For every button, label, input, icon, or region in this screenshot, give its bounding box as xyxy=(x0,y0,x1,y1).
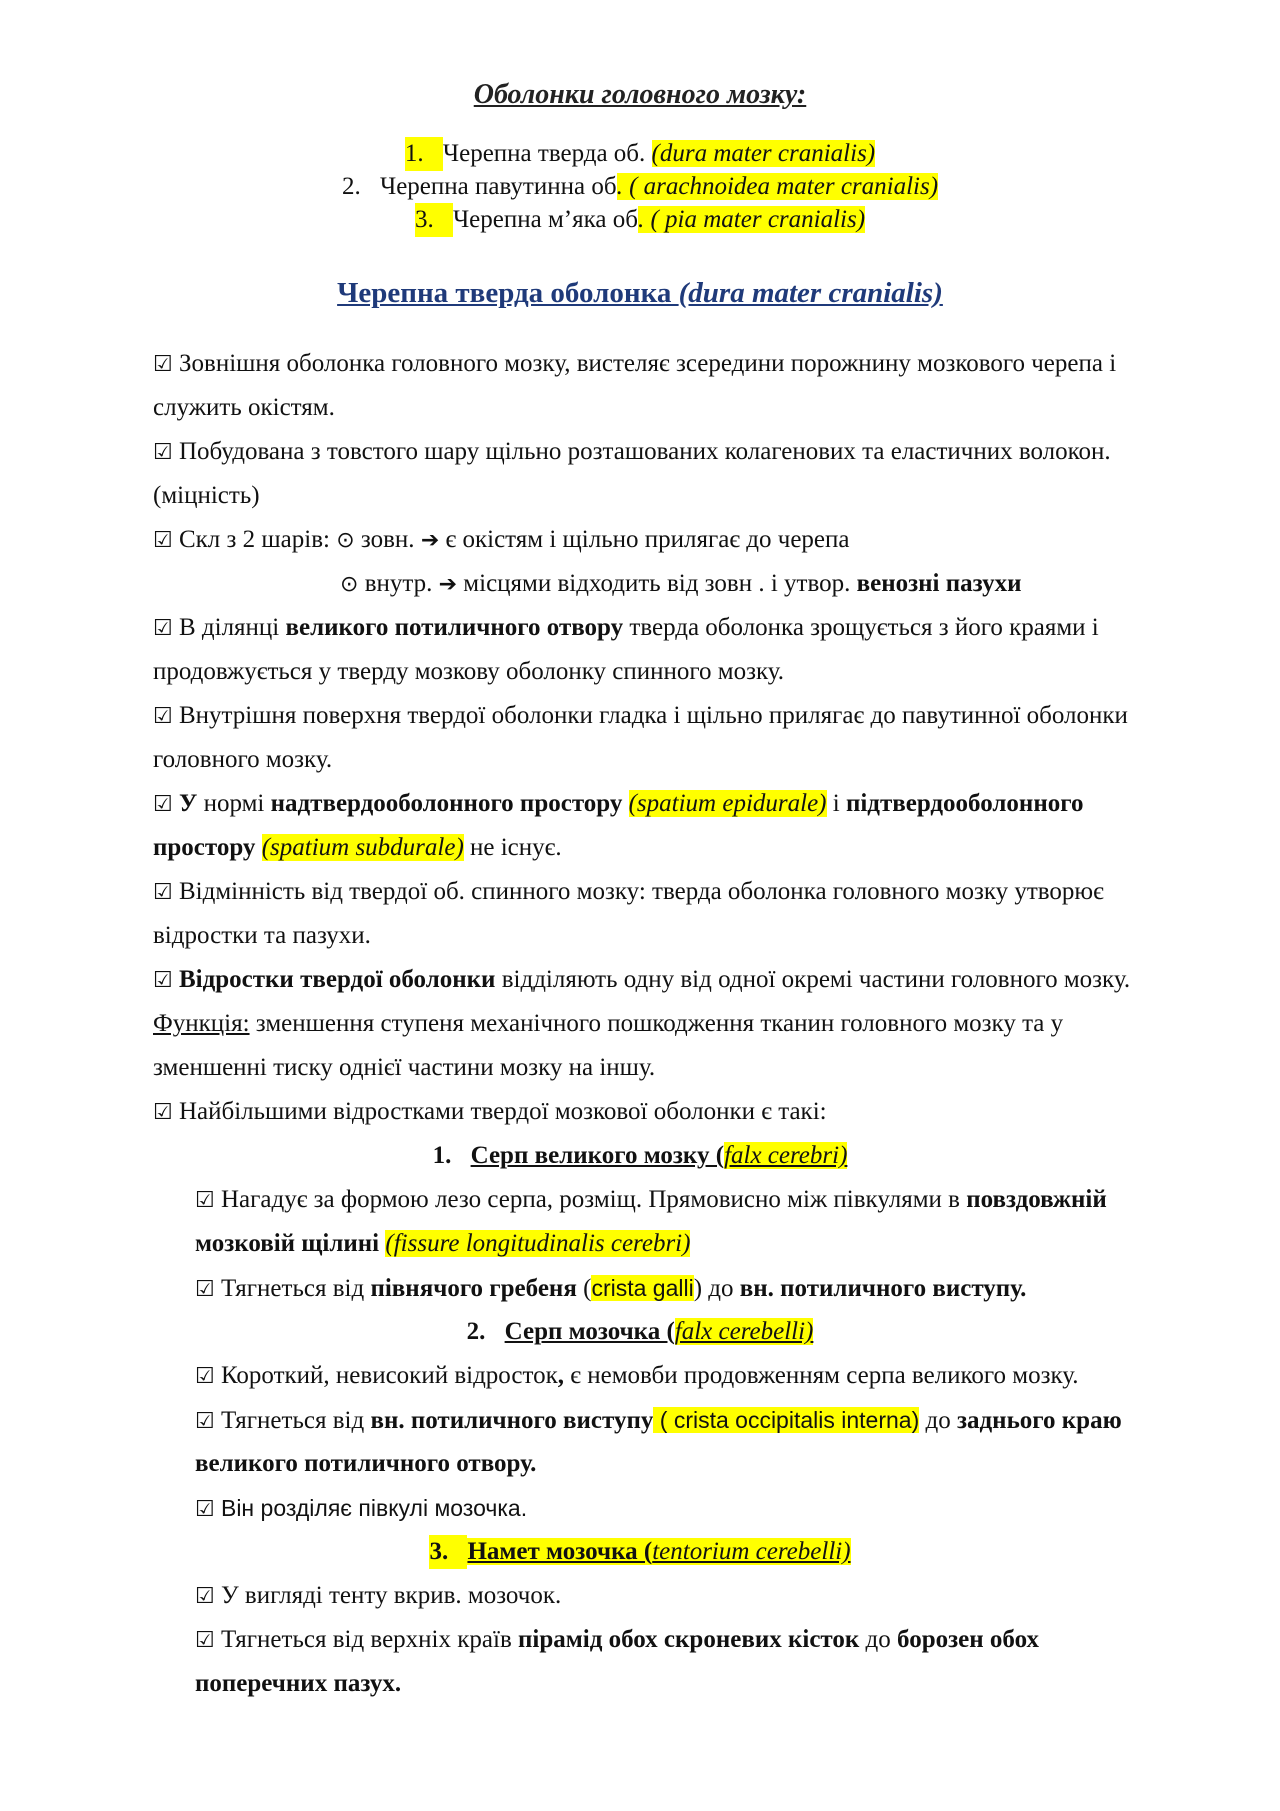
paragraph-8: ☑ Відростки твердої оболонки відділяють одну від одної окремі частини головного мозку. xyxy=(153,966,1131,993)
paragraph-4: ☑ В ділянці великого потиличного отвору тверда оболонка зрощується з його краями і xyxy=(153,614,1099,641)
checkbox-icon: ☑ xyxy=(195,1277,215,1302)
checkbox-icon: ☑ xyxy=(153,968,173,993)
section-title: Черепна тверда оболонка (dura mater cranialis) xyxy=(337,277,943,309)
subsection-2-title: 2. Серп мозочка (falx cerebelli) xyxy=(466,1318,814,1345)
list-number: 1. xyxy=(405,137,443,171)
subsection-2-item-1: ☑ Короткий, невисокий відросток, є немовби продовженням серпа великого мозку. xyxy=(195,1362,1079,1389)
list-item-1: 1. Черепна тверда об. (dura mater cranialis) xyxy=(0,137,1280,171)
paragraph-1: ☑ Зовнішня оболонка головного мозку, вистеляє зсередини порожнину мозкового черепа і xyxy=(153,350,1117,377)
subsection-2-item-3: ☑ Він розділяє півкулі мозочка. xyxy=(195,1495,528,1522)
circle-dot-icon: ⊙ xyxy=(340,572,359,597)
subsection-3-item-1: ☑ У вигляді тенту вкрив. мозочок. xyxy=(195,1582,562,1609)
function-note-cont: зменшенні тиску однієї частини мозку на іншу. xyxy=(153,1054,656,1081)
checkbox-icon: ☑ xyxy=(153,704,173,729)
checkbox-icon: ☑ xyxy=(153,1100,173,1125)
checkbox-icon: ☑ xyxy=(195,1497,215,1522)
subsection-1-item-1: ☑ Нагадує за формою лезо серпа, розміщ. Прямовисно між півкулями в повздовжній xyxy=(195,1186,1107,1213)
checkbox-icon: ☑ xyxy=(153,880,173,905)
checkbox-icon: ☑ xyxy=(153,528,173,553)
list-number: 2. xyxy=(341,173,361,200)
subsection-1-title: 1. Серп великого мозку (falx cerebri) xyxy=(432,1142,848,1169)
subsection-1-item-1-cont: мозковій щілині (fissure longitudinalis cerebri) xyxy=(195,1230,691,1257)
list-item-2: 2. Черепна павутинна об. ( arachnoidea mater cranialis) xyxy=(0,170,1280,204)
checkbox-icon: ☑ xyxy=(153,616,173,641)
paragraph-5-cont: головного мозку. xyxy=(153,746,333,773)
paragraph-4-cont: продовжується у тверду мозкову оболонку спинного мозку. xyxy=(153,658,784,685)
paragraph-6: ☑ У нормі надтвердооболонного простору (spatium epidurale) і підтвердооболонного xyxy=(153,790,1084,817)
checkbox-icon: ☑ xyxy=(153,440,173,465)
paragraph-1-cont: служить окістям. xyxy=(153,394,335,421)
checkbox-icon: ☑ xyxy=(153,352,173,377)
list-item-3: 3. Черепна м’яка об. ( pia mater cranialis) xyxy=(0,203,1280,237)
paragraph-3-inner: ⊙ внутр. ➔ місцями відходить від зовн . і утвор. венозні пазухи xyxy=(340,570,1022,597)
paragraph-10: ☑ Найбільшими відростками твердої мозкової оболонки є такі: xyxy=(153,1098,827,1125)
checkbox-icon: ☑ xyxy=(195,1188,215,1213)
circle-dot-icon: ⊙ xyxy=(336,528,355,553)
subsection-2-item-2-cont: великого потиличного отвору. xyxy=(195,1450,537,1477)
checkbox-icon: ☑ xyxy=(195,1364,215,1389)
list-number: 3. xyxy=(415,203,453,237)
arrow-right-icon: ➔ xyxy=(420,528,440,553)
arrow-right-icon: ➔ xyxy=(438,572,458,597)
checkbox-icon: ☑ xyxy=(195,1628,215,1653)
function-note: Функція: зменшення ступеня механічного пошкодження тканин головного мозку та у xyxy=(153,1010,1064,1037)
checkbox-icon: ☑ xyxy=(195,1584,215,1609)
subsection-1-item-2: ☑ Тягнеться від півнячого гребеня (crista galli) до вн. потиличного виступу. xyxy=(195,1275,1027,1302)
paragraph-7: ☑ Відмінність від твердої об. спинного мозку: тверда оболонка головного мозку утворює xyxy=(153,878,1104,905)
document-heading: Оболонки головного мозку: xyxy=(473,79,807,110)
paragraph-2: ☑ Побудована з товстого шару щільно розташованих колагенових та еластичних волокон. xyxy=(153,438,1111,465)
subsection-3-title: 3. Намет мозочка (tentorium cerebelli) xyxy=(0,1535,1280,1569)
subsection-2-item-2: ☑ Тягнеться від вн. потиличного виступу ( crista occipitalis interna) до заднього краю xyxy=(195,1407,1122,1434)
subsection-3-item-2: ☑ Тягнеться від верхніх країв пірамід обох скроневих кісток до борозен обох xyxy=(195,1626,1039,1653)
checkbox-icon: ☑ xyxy=(153,792,173,817)
paragraph-5: ☑ Внутрішня поверхня твердої оболонки гладка і щільно прилягає до павутинної оболонки xyxy=(153,702,1128,729)
checkbox-icon: ☑ xyxy=(195,1409,215,1434)
paragraph-6-cont: простору (spatium subdurale) не існує. xyxy=(153,834,562,861)
paragraph-2-cont: (міцність) xyxy=(153,482,260,509)
paragraph-7-cont: відростки та пазухи. xyxy=(153,922,371,949)
subsection-3-item-2-cont: поперечних пазух. xyxy=(195,1670,402,1697)
paragraph-3: ☑ Скл з 2 шарів: ⊙ зовн. ➔ є окістям і щільно прилягає до черепа xyxy=(153,526,850,553)
